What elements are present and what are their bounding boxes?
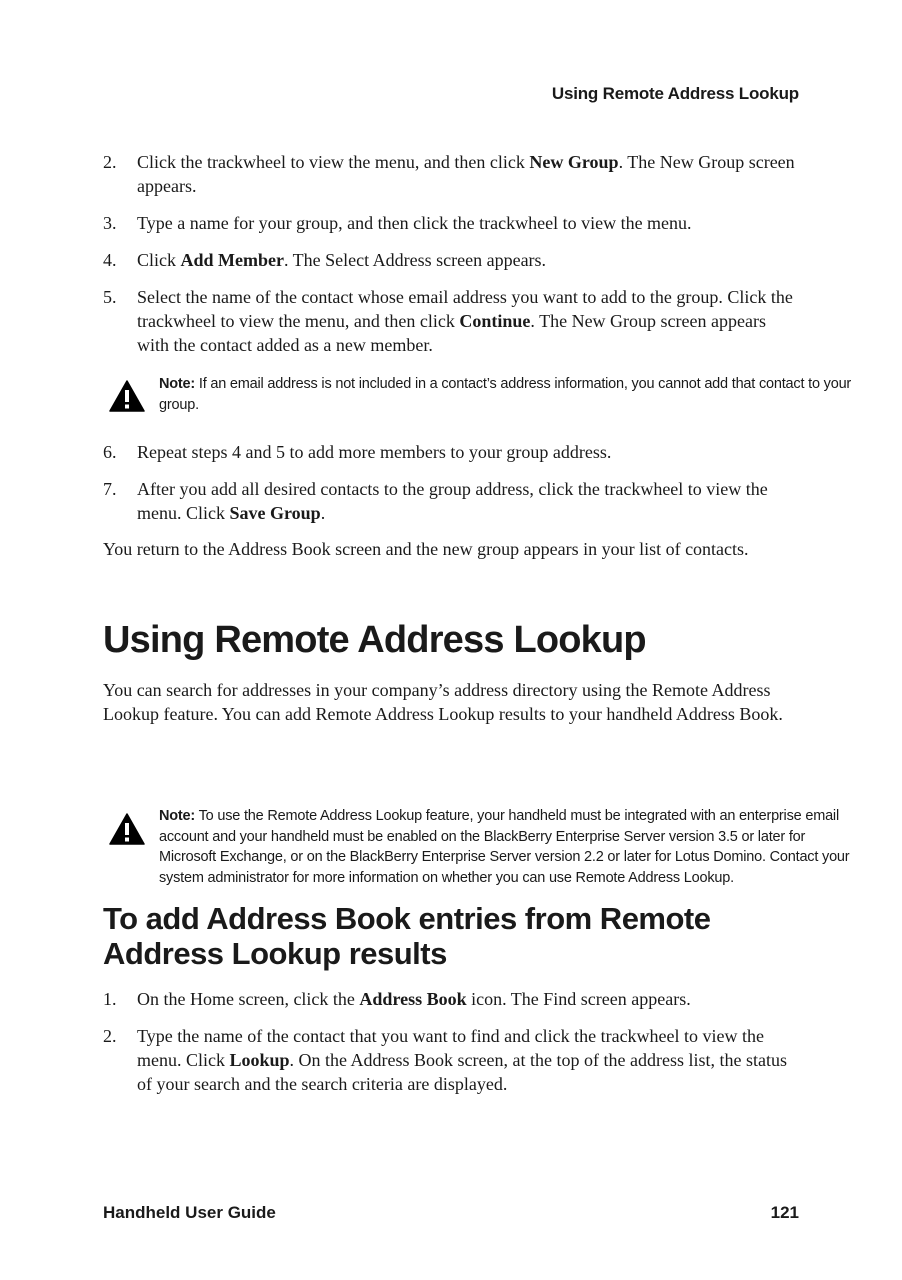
list-item bbox=[103, 440, 800, 464]
step-bold-term: New Group bbox=[529, 152, 619, 172]
step-text: After you add all desired contacts to the group address, click the trackwheel to view the menu. Click bbox=[137, 479, 768, 523]
step-text: On the Home screen, click the bbox=[137, 989, 360, 1009]
list-item bbox=[103, 150, 800, 198]
note-text: To use the Remote Address Lookup feature, your handheld must be integrated with an enterprise email account and your handheld must be enabled on the BlackBerry Enterprise Server version 3.5 or later for Microsoft Exchange, or on the BlackBerry Enterprise Server version 2.2 or later for Lotus Domino. Contact your system administrator for more information on whether you can use Remote Address Lookup. bbox=[159, 808, 850, 886]
step-number: 1. bbox=[103, 989, 117, 1009]
note-label: Note: bbox=[159, 376, 196, 392]
steps-list-c bbox=[103, 987, 800, 1109]
step-bold-term: Continue bbox=[459, 311, 531, 331]
note-text: If an email address is not included in a contact’s address information, you cannot add that contact to your group. bbox=[159, 376, 852, 413]
note-box bbox=[103, 806, 856, 888]
step-number: 6. bbox=[103, 442, 117, 462]
section-heading: Using Remote Address Lookup bbox=[103, 619, 646, 661]
step-text: icon. The Find screen appears. bbox=[466, 989, 691, 1009]
step-text: Click bbox=[137, 250, 181, 270]
page-number: 121 bbox=[770, 1203, 799, 1222]
step-text: . The New Group screen appears. bbox=[137, 152, 795, 196]
warning-icon bbox=[109, 813, 145, 845]
list-item bbox=[103, 1024, 800, 1096]
step-bold-term: Address Book bbox=[359, 989, 467, 1009]
step-text: . The Select Address screen appears. bbox=[283, 250, 547, 270]
steps-list-a bbox=[103, 150, 800, 370]
step-bold-term: Save Group bbox=[229, 503, 321, 523]
step-number: 2. bbox=[103, 152, 117, 172]
steps-list-b bbox=[103, 440, 800, 538]
step-text: . On the Address Book screen, at the top of the address list, the status of your search and the search criteria are displayed. bbox=[137, 1050, 787, 1094]
step-text: Select the name of the contact whose email address you want to add to the group. Click the trackwheel to view the menu, and then click bbox=[137, 287, 793, 331]
step-number: 3. bbox=[103, 213, 117, 233]
step-text: Type the name of the contact that you want to find and click the trackwheel to view the menu. Click bbox=[137, 1026, 765, 1070]
footer-title: Handheld User Guide bbox=[103, 1203, 276, 1222]
list-item bbox=[103, 285, 800, 357]
subsection-heading: To add Address Book entries from Remote Address Lookup results bbox=[103, 901, 711, 971]
step-number: 2. bbox=[103, 1026, 117, 1046]
note-label: Note: bbox=[159, 808, 196, 824]
list-item bbox=[103, 248, 800, 272]
step-text: Click the trackwheel to view the menu, and then click bbox=[137, 152, 530, 172]
section-intro: You can search for addresses in your company’s address directory using the Remote Address Lookup feature. You can add Remote Address Lookup results to your handheld Address Book. bbox=[103, 680, 783, 724]
step-text: Repeat steps 4 and 5 to add more members to your group address. bbox=[137, 442, 612, 462]
return-paragraph: You return to the Address Book screen and the new group appears in your list of contacts. bbox=[103, 539, 749, 559]
step-bold-term: Add Member bbox=[180, 250, 284, 270]
step-number: 7. bbox=[103, 479, 117, 499]
step-number: 4. bbox=[103, 250, 117, 270]
note-box bbox=[103, 374, 856, 415]
running-header: Using Remote Address Lookup bbox=[551, 84, 799, 103]
list-item bbox=[103, 477, 800, 525]
step-text: . bbox=[320, 503, 326, 523]
step-bold-term: Lookup bbox=[229, 1050, 290, 1070]
step-number: 5. bbox=[103, 287, 117, 307]
step-text: . The New Group screen appears with the contact added as a new member. bbox=[137, 311, 766, 355]
warning-icon bbox=[109, 380, 145, 412]
step-text: Type a name for your group, and then click the trackwheel to view the menu. bbox=[137, 213, 692, 233]
list-item bbox=[103, 987, 800, 1011]
list-item bbox=[103, 211, 800, 235]
